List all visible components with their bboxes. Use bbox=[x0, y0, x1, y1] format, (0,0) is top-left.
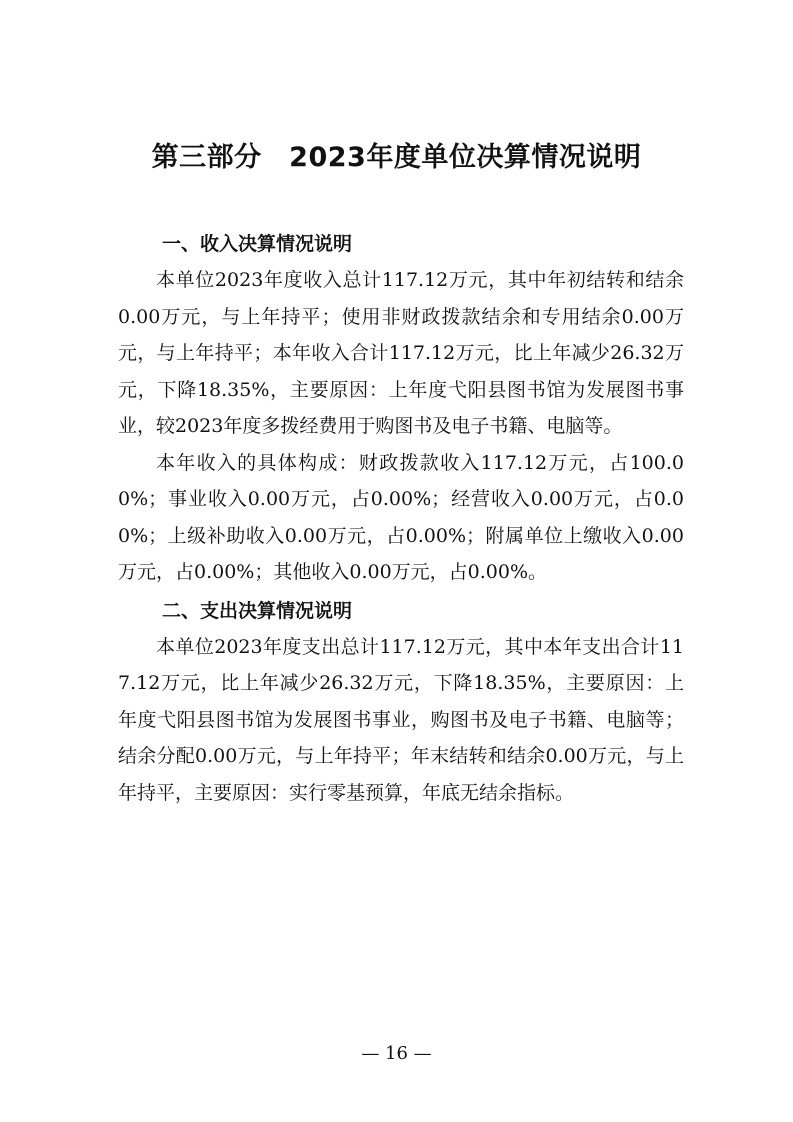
section-income bbox=[118, 226, 684, 591]
section-heading: 一、收入决算情况说明 bbox=[162, 233, 353, 255]
section-heading: 二、支出决算情况说明 bbox=[162, 599, 353, 622]
paragraph: 本单位2023年度支出总计117.12万元，其中本年支出合计117.12万元，比上年减少26.32万元，下降18.35%，主要原因：上年度弋阳县图书馆为发展图书事业，购图书及电子书籍、电脑等；结余分配0.00万元，与上年持平；年末结转和结余0.00万元，与上年持平，主要原因：实行零基预算，年底无结余指标。 bbox=[118, 635, 684, 804]
page-title: 第三部分 2023年度单位决算情况说明 bbox=[151, 142, 642, 173]
page-number: — 16 — bbox=[361, 1043, 432, 1064]
document-body bbox=[118, 226, 684, 811]
paragraph: 本单位2023年度收入总计117.12万元，其中年初结转和结余0.00万元，与上年持平；使用非财政拨款结余和专用结余0.00万元，与上年持平；本年收入合计117.12万元，比上年减少26.32万元，下降18.35%，主要原因：上年度弋阳县图书馆为发展图书事业，较2023年度多拨经费用于购图书及电子书籍、电脑等。 bbox=[118, 269, 684, 437]
paragraph: 本年收入的具体构成：财政拨款收入117.12万元，占100.00%；事业收入0.00万元，占0.00%；经营收入0.00万元，占0.00%；上级补助收入0.00万元，占0.00%；附属单位上缴收入0.00万元，占0.00%；其他收入0.00万元，占0.00%。 bbox=[118, 451, 684, 583]
section-expenditure bbox=[118, 593, 684, 812]
